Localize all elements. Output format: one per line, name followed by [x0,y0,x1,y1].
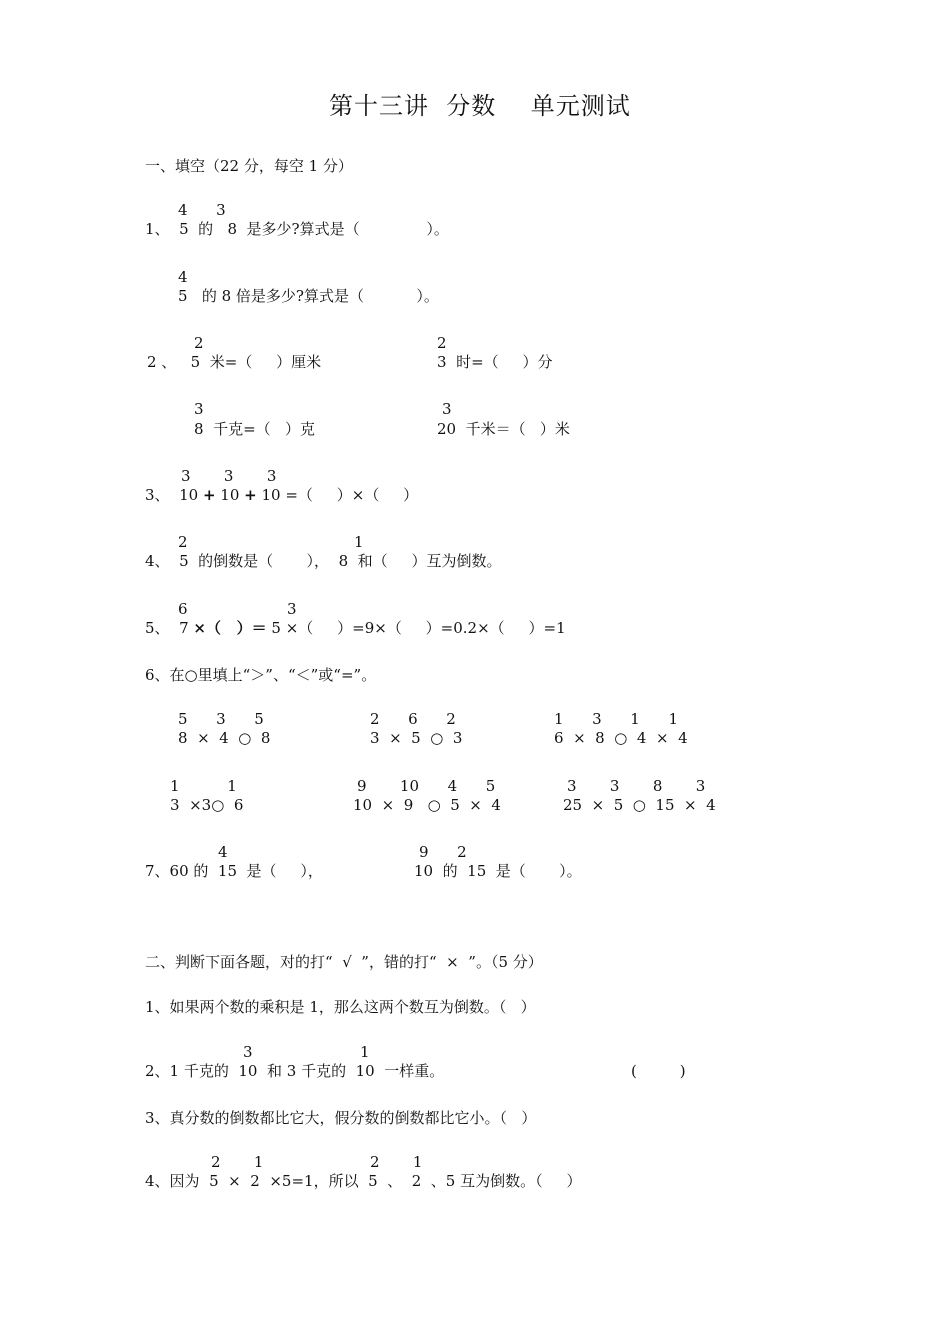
q6-heading: 6、在○里填上“＞”、“＜”或“=”。 [145,666,377,684]
q6-r1a-numerators: 5 3 5 [178,710,264,728]
q6-r1b-text: 3 × 5 ○ 3 [370,729,463,747]
q2b-left-numerator: 3 [194,400,204,418]
q7-numerators-b: 9 2 [419,843,467,861]
page-title: 第十三讲 分数 单元测试 [329,92,631,120]
q2a-right-text: 3 时=（ ）分 [437,353,553,371]
s2-q4-numerators-b: 2 1 [370,1153,423,1171]
q6-r2a-numerators: 1 1 [170,777,237,795]
q1b-text: 5 的 8 倍是多少?算式是（ ）。 [178,287,439,305]
q6-r1c-numerators: 1 3 1 1 [554,710,678,728]
q1a-numerators: 4 3 [178,201,226,219]
s2-q2-numerator-a: 3 [243,1043,253,1061]
q4-text: 4、 5 的倒数是（ ）， 8 和（ ）互为倒数。 [145,552,502,570]
s2-q2-text: 2、1 千克的 10 和 3 千克的 10 一样重。 [145,1062,445,1080]
plus-sign: + [244,486,257,504]
q6-r1c-text: 6 × 8 ○ 4 × 4 [554,729,688,747]
q6-r2b-text: 10 × 9 ○ 5 × 4 [353,796,501,814]
section1-heading: 一、填空（22 分，每空 1 分） [145,157,353,175]
q5-text-a: 5、 7 [145,619,194,637]
q7-numerator-a: 4 [218,843,228,861]
q5-text-b: 5 ×（ ）=9×（ ）=0.2×（ ）=1 [266,619,566,637]
q3-text [145,486,418,504]
s2-q3-text: 3、真分数的倒数都比它大，假分数的倒数都比它小。（ ） [145,1109,537,1127]
q1a-text: 1、 5 的 8 是多少?算式是（ ）。 [145,220,449,238]
q3-text-b: 10 [215,486,245,504]
q4-numerator-b: 1 [354,533,364,551]
plus-sign: + [202,486,216,504]
s2-q2-numerator-b: 1 [360,1043,370,1061]
s2-q1-text: 1、如果两个数的乘积是 1，那么这两个数互为倒数。（ ） [145,998,536,1016]
q4-numerator-a: 2 [178,533,188,551]
q1b-numerators: 4 [178,268,188,286]
q7-text-b: 10 的 15 是（ ）。 [414,862,582,880]
q5-text [145,619,566,637]
q2a-left-text: 2 、 5 米=（ ）厘米 [147,353,322,371]
q5-bold-operator: ×（ ）＝ [193,619,267,637]
q5-numerator-a: 6 [178,600,188,618]
q6-r1b-numerators: 2 6 2 [370,710,456,728]
s2-q2-answer-paren: ( ) [631,1062,686,1080]
q7-text-a: 7、60 的 15 是（ ）， [145,862,323,880]
q2b-right-numerator: 3 [442,400,452,418]
s2-q4-numerators-a: 2 1 [211,1153,264,1171]
s2-q4-text: 4、因为 5 × 2 ×5=1，所以 5 、 2 、5 互为倒数。（ ） [145,1172,582,1190]
q2a-left-numerator: 2 [194,334,204,352]
q2b-right-text: 20 千米＝（ ）米 [437,420,570,438]
q3-numerators: 3 3 3 [181,467,277,485]
q5-numerator-b: 3 [287,600,297,618]
section2-heading: 二、判断下面各题，对的打“ √ ”，错的打“ × ”。（5 分） [145,953,543,971]
q6-r2a-text: 3 ×3○ 6 [170,796,244,814]
q6-r2c-numerators: 3 3 8 3 [567,777,706,795]
q6-r2c-text: 25 × 5 ○ 15 × 4 [563,796,716,814]
q6-r2b-numerators: 9 10 4 5 [357,777,496,795]
q3-text-c: 10 =（ ）×（ ） [256,486,419,504]
q6-r1a-text: 8 × 4 ○ 8 [178,729,271,747]
q3-text-a: 3、 10 [145,486,203,504]
q2a-right-numerator: 2 [437,334,447,352]
q2b-left-text: 8 千克=（ ）克 [194,420,315,438]
